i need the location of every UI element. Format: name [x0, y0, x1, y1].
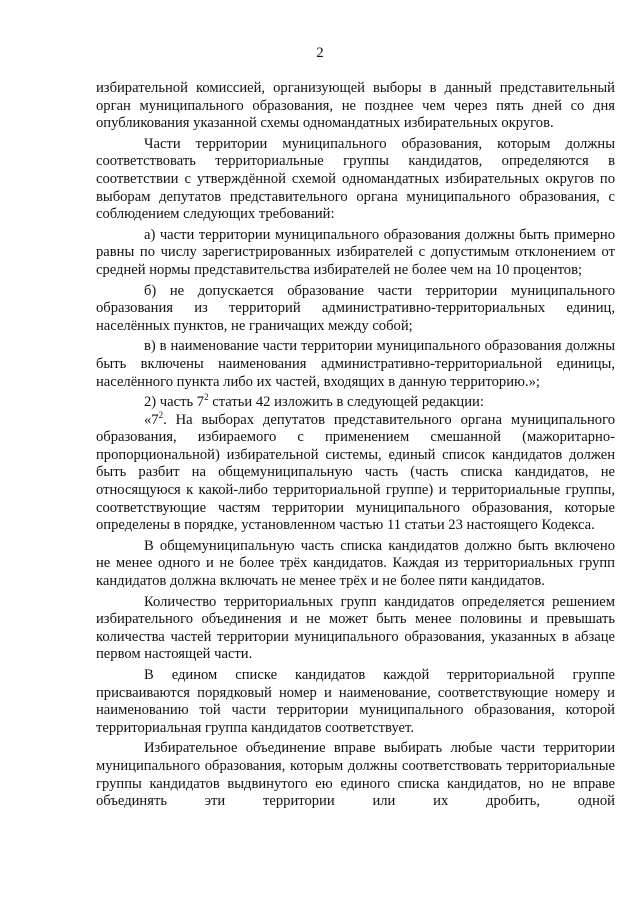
superscript-index: 2: [204, 392, 209, 403]
paragraph-continuation: избирательной комиссией, организующей выборы в данный представительный орган муниципального образования, не позднее чем через пять дней со дня опубликования указанной схемы одномандатных избирательных округов.: [96, 80, 615, 132]
paragraph-requirement-v: в) в наименование части территории муниципального образования должны быть включены наименования административно-территориальной единицы, населённого пункта либо их частей, входящих в данную территорию.»;: [96, 338, 615, 390]
paragraph-territory-parts: Части территории муниципального образования, которым должны соответствовать территориальные группы кандидатов, определяются в соответствии с утверждённой схемой одномандатных избирательных округов по выборам депутатов представительного органа муниципального образования, с соблюдением следующих требований:: [96, 135, 615, 223]
paragraph-group-numbering: В едином списке кандидатов каждой территориальной группе присваиваются порядковый номер и наименование, соответствующие номеру и наименованию той части территории муниципального образования, которой территориальная группа кандидатов соответствует.: [96, 667, 615, 736]
document-body: [96, 80, 615, 811]
amendment-text-a: 2) часть 7: [144, 394, 205, 411]
paragraph-requirement-b: б) не допускается образование части территории муниципального образования из территорий административно-территориальных единиц, населённых пунктов, не граничащих между собой;: [96, 282, 615, 334]
part-body-text: . На выборах депутатов представительного органа муниципального образования, избираемого с применением смешанной (мажоритарно-пропорциональной) избирательной системы, единый список кандидатов должен быть разбит на общемуниципальную часть (часть списка кандидатов, не относящуюся к какой-либо территориальной группе) и территориальные группы, соответствующие частям территории муниципального образования, которые определены в порядке, установленном частью 11 статьи 23 настоящего Кодекса.: [96, 411, 615, 534]
paragraph-part-7-2: [96, 409, 615, 535]
paragraph-general-part: В общемуниципальную часть списка кандидатов должно быть включено не менее одного и не более трёх кандидатов. Каждая из территориальных групп кандидатов должна включать не менее трёх и не более пяти кандидатов.: [96, 537, 615, 590]
paragraph-amendment-2: [96, 394, 615, 412]
paragraph-group-count: Количество территориальных групп кандидатов определяется решением избирательного объединения и не может быть менее половины и превышать количества частей территории муниципального образования, указанных в абзаце первом настоящей части.: [96, 593, 615, 663]
superscript-index: 2: [158, 409, 164, 420]
paragraph-requirement-a: а) части территории муниципального образования должны быть примерно равны по числу зарегистрированных избирателей с допустимым отклонением от средней нормы представительства избирателей не более чем на 10 процентов;: [96, 226, 615, 278]
part-number-text: «7: [144, 411, 159, 428]
page-number: 2: [316, 45, 324, 61]
amendment-text-b: статьи 42 изложить в следующей редакции:: [208, 394, 484, 411]
paragraph-group-selection: Избирательное объединение вправе выбирать любые части территории муниципального образования, которым должны соответствовать территориальные группы кандидатов выдвинутого ею единого списка кандидатов, но не вправе объединять эти территории или их дробить, одной: [96, 740, 615, 810]
